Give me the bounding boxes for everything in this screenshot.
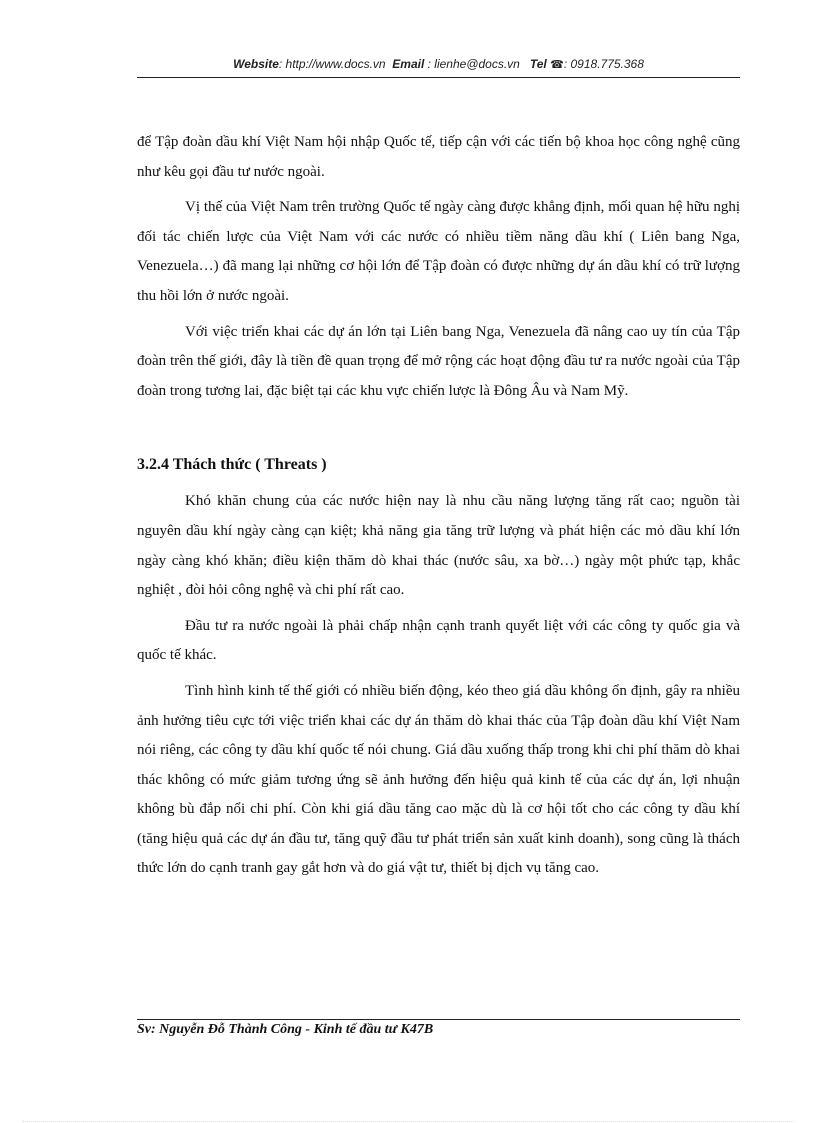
page-header xyxy=(137,52,740,78)
email-value[interactable]: : lienhe@docs.vn xyxy=(424,57,520,71)
paragraph-3: Với việc triển khai các dự án lớn tại Liên bang Nga, Venezuela đã nâng cao uy tín của Tập đoàn trên thế giới, đây là tiền đề quan trọng để mở rộng các hoạt động đầu tư ra nước ngoài của Tập đoàn trong tương lai, đặc biệt tại các khu vực chiến lược là Đông Âu và Nam Mỹ. xyxy=(137,323,740,399)
section-paragraph-1: Khó khăn chung của các nước hiện nay là nhu cầu năng lượng tăng rất cao; nguồn tài nguyên dầu khí ngày càng cạn kiệt; khả năng gia tăng trữ lượng và phát hiện các mỏ dầu khí lớn ngày càng khó khăn; điều kiện thăm dò khai thác (nước sâu, xa bờ…) ngày một phức tạp, khắc nghiệt , đòi hỏi công nghệ và chi phí rất cao. xyxy=(137,493,740,599)
website-label: Website xyxy=(233,57,279,71)
tel-label: Tel xyxy=(529,57,547,71)
section-paragraph-3: Tình hình kinh tế thế giới có nhiều biến động, kéo theo giá dầu không ổn định, gây ra nhiều ảnh hưởng tiêu cực tới việc triển khai các dự án thăm dò khai thác của Tập đoàn dầu khí Việt Nam nói riêng, các công ty dầu khí quốc tế nói chung. Giá dầu xuống thấp trong khi chi phí thăm dò khai thác không có mức giảm tương ứng sẽ ảnh hưởng đến hiệu quả kinh tế của các dự án, lợi nhuận không bù đắp nổi chi phí. Còn khi giá dầu tăng cao mặc dù là cơ hội tốt cho các công ty dầu khí (tăng hiệu quả các dự án đầu tư, tăng quỹ đầu tư phát triển sản xuất kinh doanh), song cũng là thách thức lớn do cạnh tranh gay gắt hơn và do giá vật tư, thiết bị dịch vụ tăng cao. xyxy=(137,682,740,877)
section-heading: 3.2.4 Thách thức ( Threats ) xyxy=(137,456,327,474)
paragraph-2: Vị thế của Việt Nam trên trường Quốc tế ngày càng được khẳng định, mối quan hệ hữu nghị đối tác chiến lược của Việt Nam với các nước có nhiều tiềm năng dầu khí ( Liên bang Nga, Venezuela…) đã mang lại những cơ hội lớn để Tập đoàn có được những dự án dầu khí có trữ lượng thu hồi lớn ở nước ngoài. xyxy=(137,199,740,304)
footer-text: Sv: Nguyễn Đỗ Thành Công - Kinh tế đầu tư K47B xyxy=(137,1022,434,1037)
section-paragraph-2: Đầu tư ra nước ngoài là phải chấp nhận cạnh tranh quyết liệt với các công ty quốc gia và quốc tế khác. xyxy=(137,617,740,664)
phone-icon: ☎ xyxy=(550,59,564,71)
paragraph-1: để Tập đoàn dầu khí Việt Nam hội nhập Quốc tế, tiếp cận với các tiến bộ khoa học công nghệ cũng như kêu gọi đầu tư nước ngoài. xyxy=(137,134,740,180)
page-bottom-divider xyxy=(22,1121,794,1122)
page-footer xyxy=(137,1019,740,1038)
email-label: Email xyxy=(392,57,425,71)
document-body xyxy=(137,128,740,890)
website-value[interactable]: : http://www.docs.vn xyxy=(278,57,386,71)
tel-value: : 0918.775.368 xyxy=(563,57,644,71)
